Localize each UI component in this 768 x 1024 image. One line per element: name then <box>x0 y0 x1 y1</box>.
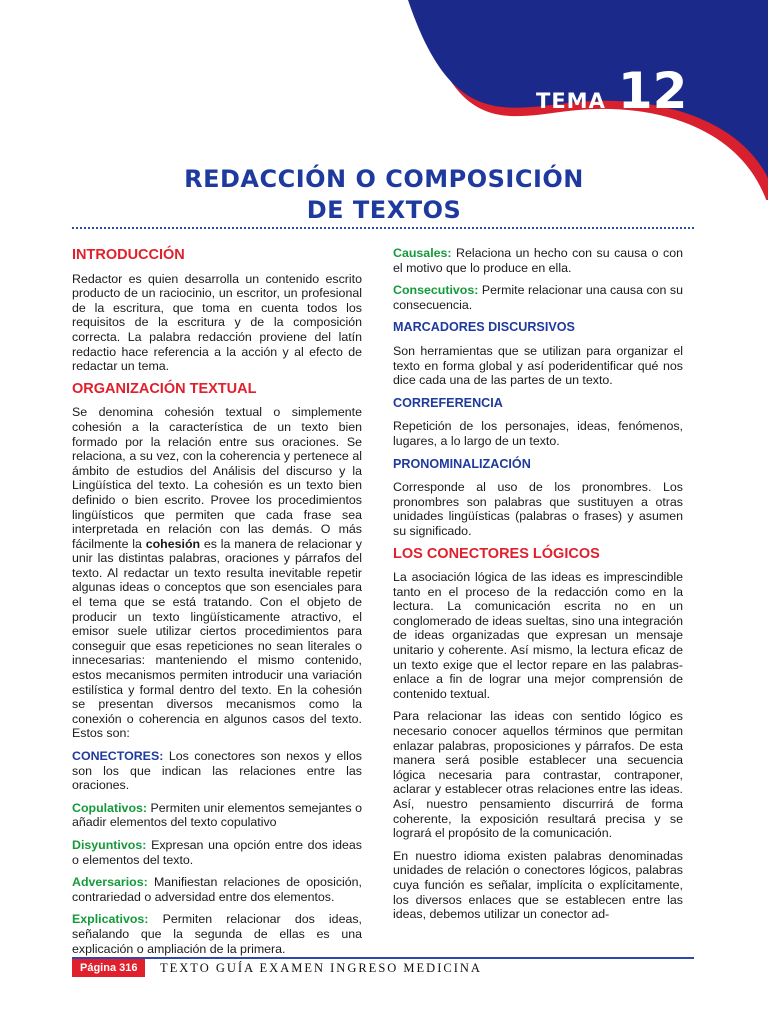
text-adversarios: Manifiestan relaciones de oposición, contrariedad o adversidad entre dos elementos. <box>72 875 362 904</box>
page-number-badge: Página 316 <box>72 959 145 977</box>
text-causales: Relaciona un hecho con su causa o con el motivo que lo produce en ella. <box>393 246 683 275</box>
heading-conectores-logicos: LOS CONECTORES LÓGICOS <box>393 545 600 562</box>
title-line-2: DE TEXTOS <box>306 196 462 224</box>
right-column <box>393 246 683 930</box>
topic-badge <box>536 62 688 120</box>
correferencia-paragraph: Repetición de los personajes, ideas, fenómenos, lugares, a lo largo de un texto. <box>393 419 683 448</box>
text-copulativos: Permiten unir elementos semejantes o añadir elementos del texto copulativo <box>72 800 362 830</box>
heading-correferencia: CORREFERENCIA <box>393 395 503 410</box>
heading-pronominalizacion: PRONOMINALIZACIÓN <box>393 456 531 471</box>
heading-organizacion: ORGANIZACIÓN TEXTUAL <box>72 380 257 397</box>
page-title <box>0 164 768 226</box>
heading-marcadores: MARCADORES DISCURSIVOS <box>393 320 575 335</box>
footer-title: TEXTO GUÍA EXAMEN INGRESO MEDICINA <box>160 961 482 975</box>
pronominalizacion-paragraph: Corresponde al uso de los pronombres. Los pronombres son palabras que sustituyen a otras unidades lingüísticas (palabras o frases) y asumen su significado. <box>393 480 683 538</box>
org-text-part-1: Se denomina cohesión textual o simplemente cohesión a la característica de un texto bien formado por la relación entre sus oraciones. Se relaciona, a su vez, con la coherencia y pertenece al ámbito de estudios del Análisis del discurso y la Lingüística del texto. La cohesión es un texto bien definido o bien escrito. Provee los procedimientos lingüísticos que permiten que cada frase sea interpretada en relación con las demás. O más fácilmente la <box>72 405 362 551</box>
topic-label: TEMA <box>536 89 606 113</box>
marcadores-paragraph: Son herramientas que se utilizan para organizar el texto en forma global y así poderidentificar qué nos dice cada una de las partes de un texto. <box>393 343 683 388</box>
list-item-disyuntivos <box>72 838 362 867</box>
organizacion-paragraph <box>72 405 362 741</box>
logicos-paragraph-3: En nuestro idioma existen palabras denominadas unidades de relación o conectores lógicos, palabras cuya función es señalar, implícita o explícitamente, los diversos enlaces que se establecen entre las ideas, debemos utilizar un conector ad- <box>393 848 683 922</box>
term-causales: Causales: <box>393 246 452 260</box>
text-consecutivos: Permite relacionar una causa con su consecuencia. <box>393 283 683 312</box>
term-copulativos: Copulativos: <box>72 800 148 815</box>
org-text-part-2: es la manera de relacionar y unir las distintas palabras, oraciones y párrafos del texto. Al redactar un texto resulta inevitable repetir algunas ideas o conceptos que son esenciales para el tema que se está tratando. Con el objeto de producir un texto lingüísticamente atractivo, el emisor suele utilizar ciertos procedimientos para conseguir que esas repeticiones no sean literales o innecesarias: manteniendo el mismo contenido, estos mecanismos permiten introducir una variación estilística y formal dentro del texto. En la cohesión se presentan diversos mecanismos como la conexión o coherencia en algunos casos del texto. Estos son: <box>72 536 362 741</box>
conectores-paragraph <box>72 749 362 793</box>
term-explicativos: Explicativos: <box>72 912 149 927</box>
conectores-text: Los conectores son nexos y ellos son los que indican las relaciones entre las oraciones. <box>72 749 362 793</box>
intro-paragraph: Redactor es quien desarrolla un contenido escrito producto de un raciocinio, un escritor, un profesional de la escritura, que toma en cuenta todos los requisitos de la escritura y de la composición correcta. La palabra redacción proviene del latín redactio hace referencia a la acción y al efecto de redactar un tema. <box>72 271 362 374</box>
conectores-term: CONECTORES: <box>72 749 164 763</box>
logicos-paragraph-2: Para relacionar las ideas con sentido lógico es necesario conocer aquellos términos que permitan enlazar palabras, proposiciones y párrafos. De esta manera será posible establecer una secuencia lógica necesaria para contrastar, contraponer, aclarar y establecer otras relaciones entre las ideas. Así, nuestro pensamiento discurrirá de forma coherente, la exposición resultará precisa y se logrará el propósito de la comunicación. <box>393 709 683 841</box>
list-item-causales <box>393 246 683 275</box>
list-item-copulativos <box>72 801 362 830</box>
text-explicativos: Permiten relacionar dos ideas, señalando que la segunda de ellas es una explicación o ampliación de la primera. <box>72 912 362 956</box>
list-item-adversarios <box>72 875 362 904</box>
list-item-explicativos <box>72 912 362 956</box>
title-divider <box>72 227 694 229</box>
term-disyuntivos: Disyuntivos: <box>72 837 147 852</box>
list-item-consecutivos <box>393 283 683 312</box>
banner-white-edge <box>440 0 768 6</box>
topic-number: 12 <box>617 62 688 120</box>
term-consecutivos: Consecutivos: <box>393 283 479 298</box>
text-disyuntivos: Expresan una opción entre dos ideas o elementos del texto. <box>72 837 362 867</box>
term-adversarios: Adversarios: <box>72 875 148 890</box>
cohesion-term: cohesión <box>145 536 201 551</box>
logicos-paragraph-1: La asociación lógica de las ideas es imprescindible tanto en el proceso de la redacción como en la lectura. La comunicación escrita no en un conglomerado de ideas sueltas, sino una integración de ideas organizadas que expresan un mensaje unitario y coherente. Así mismo, la lectura eficaz de un texto exige que el lector repare en las palabras-enlace a fin de lograr una mejor comprensión de contenido textual. <box>393 570 683 701</box>
page-footer <box>72 955 694 981</box>
title-line-1: REDACCIÓN O COMPOSICIÓN <box>184 165 584 193</box>
heading-introduccion: INTRODUCCIÓN <box>72 247 185 263</box>
left-column <box>72 246 362 964</box>
